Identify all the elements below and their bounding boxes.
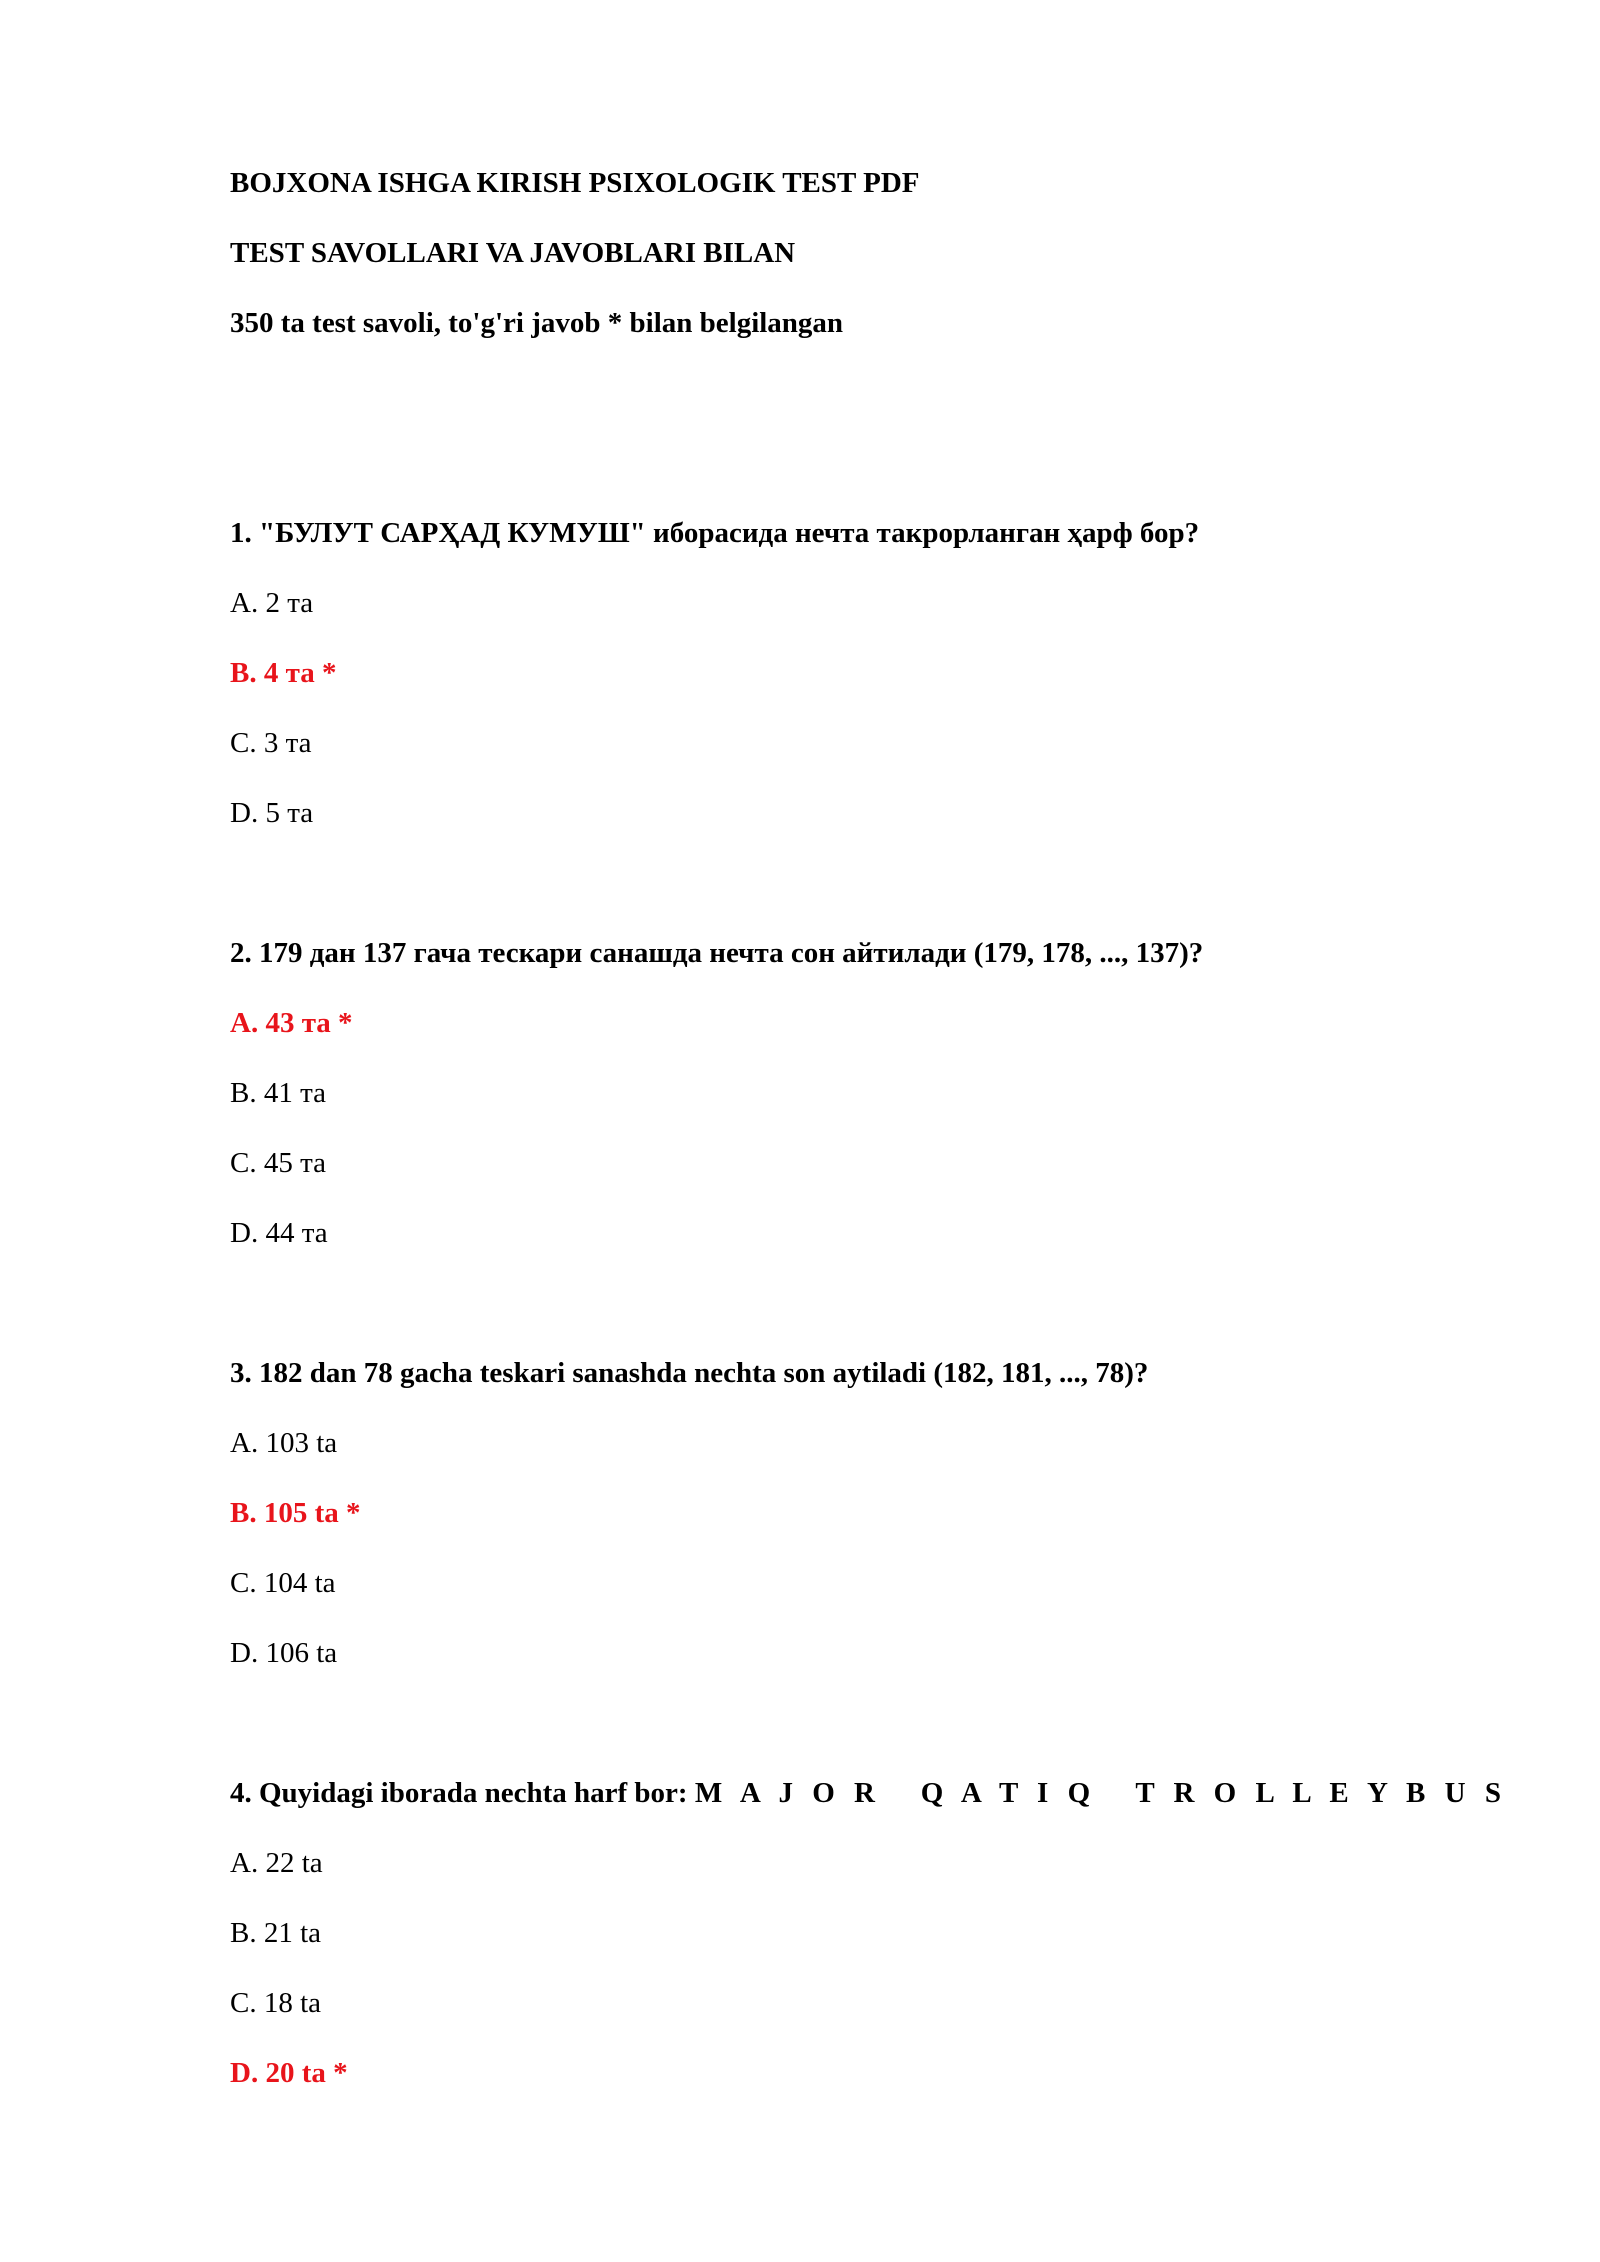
option-d: D. 5 та bbox=[230, 797, 314, 829]
question-3 bbox=[230, 1338, 1600, 1688]
question-1 bbox=[230, 498, 1600, 848]
question-2 bbox=[230, 918, 1600, 1268]
option-a-correct: A. 43 та * bbox=[230, 1007, 353, 1039]
question-text bbox=[230, 1758, 1600, 1828]
question-phrase: M A J O R Q A T I Q T R O L L E Y B U S bbox=[694, 1777, 1507, 1809]
question-text: 1. "БУЛУТ САРҲАД КУМУШ" иборасида нечта такрорланган ҳарф бор? bbox=[230, 517, 1200, 549]
option-c: C. 3 та bbox=[230, 727, 312, 759]
question-text: 2. 179 дан 137 гача тескари санашда нечта сон айтилади (179, 178, ..., 137)? bbox=[230, 937, 1204, 969]
option-a: A. 103 ta bbox=[230, 1427, 338, 1459]
document-title: BOJXONA ISHGA KIRISH PSIXOLOGIK TEST PDF bbox=[230, 167, 920, 199]
question-text-prefix: 4. Quyidagi iborada nechta harf bor: bbox=[230, 1777, 695, 1809]
document-note: 350 ta test savoli, to'g'ri javob * bilan belgilangan bbox=[230, 307, 844, 339]
option-d-correct: D. 20 ta * bbox=[230, 2057, 348, 2089]
option-c: C. 18 ta bbox=[230, 1987, 322, 2019]
question-list bbox=[230, 498, 1600, 2108]
option-c: C. 104 ta bbox=[230, 1567, 336, 1599]
option-b-correct: B. 4 та * bbox=[230, 657, 337, 689]
option-a: A. 22 ta bbox=[230, 1847, 323, 1879]
document-subtitle: TEST SAVOLLARI VA JAVOBLARI BILAN bbox=[230, 237, 796, 269]
option-c: C. 45 та bbox=[230, 1147, 326, 1179]
option-d: D. 44 та bbox=[230, 1217, 328, 1249]
question-text: 3. 182 dan 78 gacha teskari sanashda nechta son aytiladi (182, 181, ..., 78)? bbox=[230, 1357, 1149, 1389]
question-4 bbox=[230, 1758, 1600, 2108]
option-d: D. 106 ta bbox=[230, 1637, 338, 1669]
option-b: B. 41 та bbox=[230, 1077, 326, 1109]
document-header bbox=[230, 148, 1600, 358]
option-b-correct: B. 105 ta * bbox=[230, 1497, 361, 1529]
option-a: A. 2 та bbox=[230, 587, 314, 619]
option-b: B. 21 ta bbox=[230, 1917, 322, 1949]
